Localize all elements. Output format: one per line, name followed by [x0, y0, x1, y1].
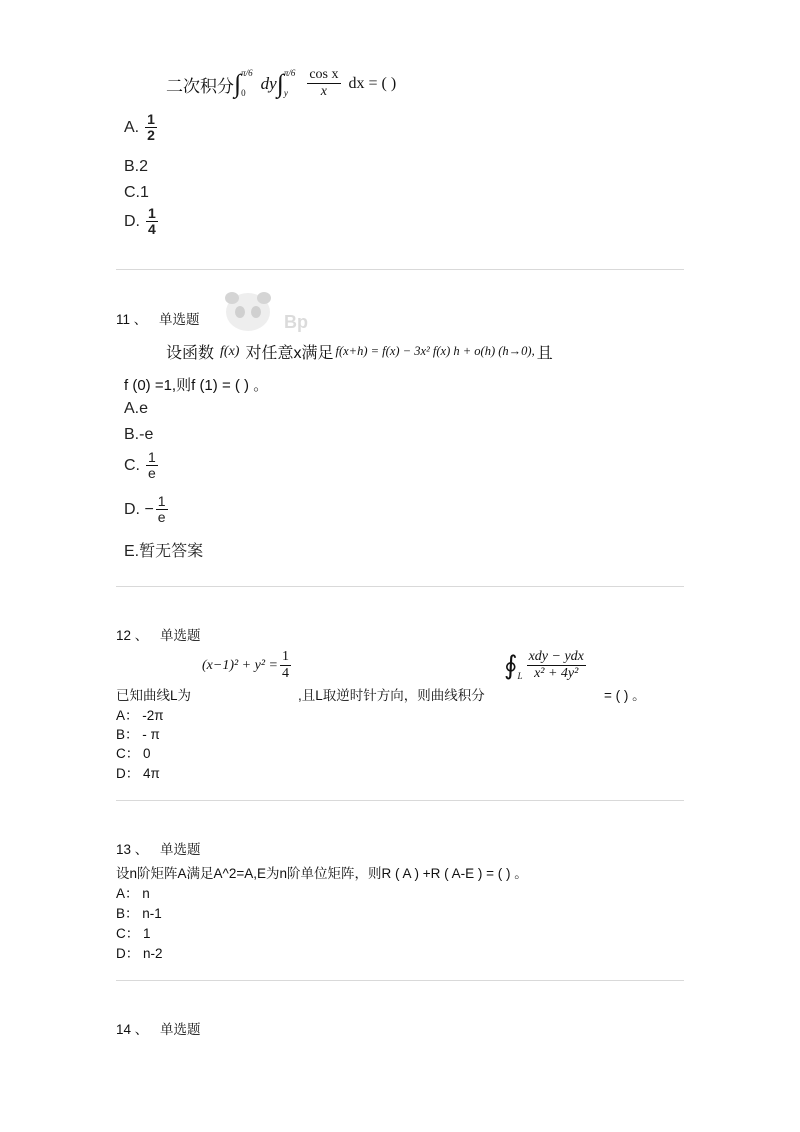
q12-header: [116, 624, 201, 644]
q10-outer-upper-limit: π/6: [241, 68, 253, 79]
q11-stem-line2: f (0) =1,则f (1) = ( ) 。: [124, 377, 269, 394]
q12-curve-eq: [202, 650, 291, 681]
q11-type: 单选题: [159, 312, 200, 327]
q11-option-c-label: C.: [124, 456, 140, 474]
q10-integrand-num: cos x: [309, 67, 339, 83]
q12-curve-den: 4: [282, 665, 289, 681]
q10-dx-eq: dx = ( ): [348, 75, 397, 92]
q11-option-c-num: 1: [148, 449, 156, 465]
watermark-text: Bp: [284, 312, 308, 332]
divider: [116, 269, 684, 270]
q14-header: [116, 1018, 201, 1038]
q10-option-a-num: 1: [147, 111, 155, 127]
q10-inner-upper-limit: π/6: [283, 68, 296, 79]
divider: [116, 980, 684, 981]
integral-sign-outer: ∫: [234, 69, 242, 98]
q12-option-b: B： - π: [116, 727, 160, 742]
q12-type: 单选题: [160, 628, 201, 643]
q11-stem-end: 且: [536, 345, 553, 362]
q11-option-a: A.e: [124, 400, 149, 417]
q14-number: 14 、: [116, 1022, 149, 1037]
q12-contour-sub: L: [517, 671, 523, 682]
q13-option-d: D： n-2: [116, 946, 163, 961]
q13-number: 13 、: [116, 842, 149, 857]
q11-option-d: [124, 494, 168, 525]
q13-option-a: A： n: [116, 886, 150, 901]
q10-option-b: B.2: [124, 158, 149, 175]
divider: [116, 800, 684, 801]
q10-integrand-den: x: [320, 84, 328, 100]
q11-number: 11 、: [116, 312, 148, 327]
contour-integral-sign: ∮: [504, 650, 518, 680]
q11-option-e: E.暂无答案: [124, 543, 204, 560]
integral-sign-inner: ∫: [276, 69, 284, 98]
q10-option-d-label: D.: [124, 212, 140, 230]
q13-type: 单选题: [160, 842, 201, 857]
q12-stem-prefix: 已知曲线L为: [116, 688, 192, 703]
q10-option-a-label: A.: [124, 118, 140, 136]
q12-stem-end: = ( ) 。: [604, 688, 646, 703]
q10-option-d: [124, 206, 158, 237]
q10-dy: dy: [260, 74, 277, 93]
q10-outer-lower-limit: 0: [241, 88, 246, 98]
q11-option-d-label: D. −: [124, 500, 154, 518]
q10-inner-lower-limit: y: [283, 88, 288, 98]
q12-option-a: A： -2π: [116, 708, 164, 723]
q12-option-d: D： 4π: [116, 766, 160, 781]
q10-option-d-den: 4: [148, 220, 156, 237]
q11-fx: f(x): [220, 343, 240, 359]
q11-option-d-den: e: [157, 508, 166, 525]
q11-stem-mid: 对任意x满足: [245, 345, 334, 362]
q12-int-den: x² + 4y²: [534, 665, 579, 681]
q11-stem-prefix: 设函数: [166, 345, 215, 362]
q11-relation: f(x+h) = f(x) − 3x² f(x) h + o(h) (h→0),: [335, 344, 535, 358]
q12-number: 12 、: [116, 628, 149, 643]
q12-int-num: xdy − ydx: [528, 649, 584, 664]
q12-option-c: C： 0: [116, 746, 151, 761]
q13-option-c: C： 1: [116, 926, 151, 941]
q12-curve-num: 1: [282, 649, 289, 664]
q11-header: [116, 308, 200, 328]
divider: [116, 586, 684, 587]
q10-option-d-num: 1: [148, 205, 156, 221]
q14-type: 单选题: [160, 1022, 201, 1037]
q13-stem: 设n阶矩阵A满足A^2=A,E为n阶单位矩阵，则R ( A ) +R ( A-E ) = ( ) 。: [116, 866, 528, 881]
q10-option-a: [124, 112, 157, 143]
q12-curve-lhs: (x−1)² + y² =: [202, 657, 278, 673]
panda-watermark: [212, 290, 342, 334]
q10-stem: [166, 62, 396, 106]
q10-option-a-den: 2: [147, 126, 155, 143]
q11-option-c: [124, 450, 158, 481]
q10-stem-prefix: 二次积分: [166, 76, 234, 96]
q11-stem-line1: [166, 340, 553, 363]
q12-line-integral: [504, 650, 586, 681]
q11-option-d-num: 1: [157, 493, 166, 509]
q13-header: [116, 838, 201, 858]
q10-option-c: C.1: [124, 184, 149, 201]
q11-option-c-den: e: [148, 464, 156, 481]
q12-stem-mid: ,且L取逆时针方向，则曲线积分: [298, 688, 485, 703]
q11-option-b: B.-e: [124, 426, 154, 443]
q13-option-b: B： n-1: [116, 906, 162, 921]
q10-integrand: [307, 68, 340, 99]
